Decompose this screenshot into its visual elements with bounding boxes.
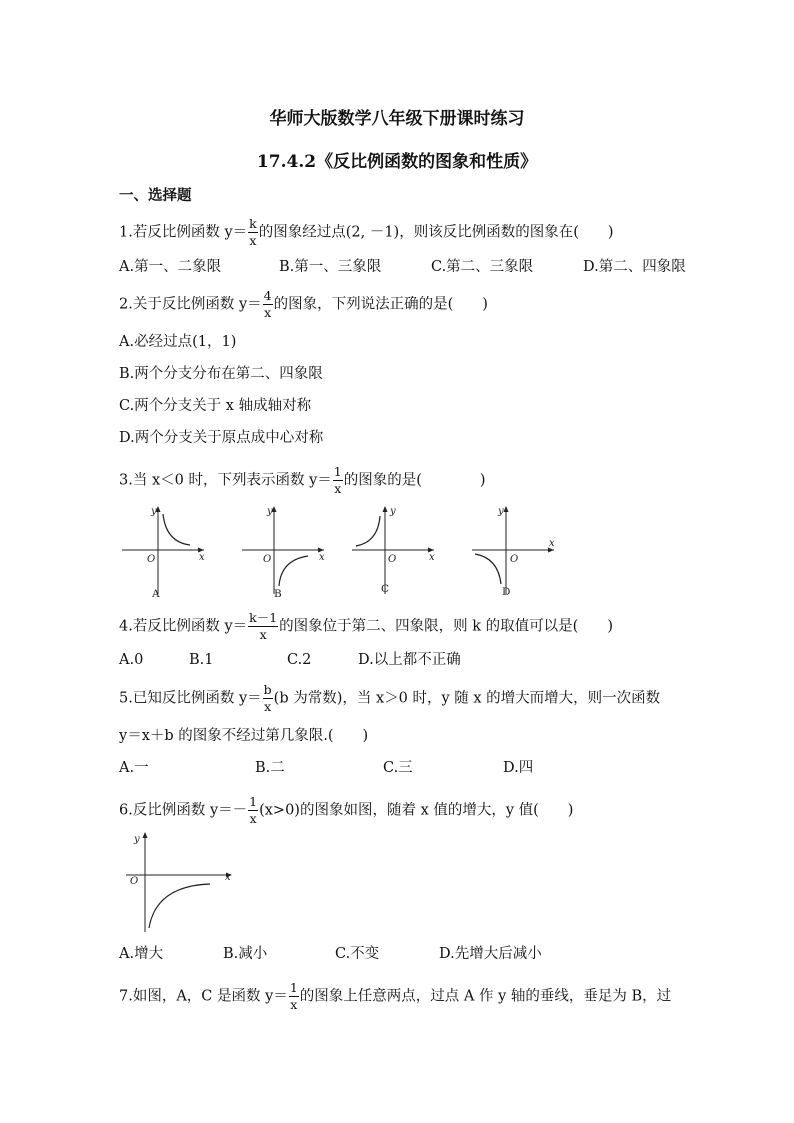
section-heading: 一、选择题: [119, 187, 192, 204]
axis-x-label: x: [429, 552, 435, 563]
axis-y-label: y: [390, 506, 396, 517]
q3-graph-c: [348, 504, 438, 598]
fraction: $\frac{k}{x}$: [249, 216, 257, 248]
q2-option-d: D.两个分支关于原点成中心对称: [119, 430, 324, 446]
q2-option-c: C.两个分支关于 x 轴成轴对称: [119, 398, 312, 414]
fraction: $\frac{1}{x}$: [333, 464, 342, 496]
q6-option-d: D.先增大后减小: [439, 946, 542, 962]
q4-option-b: B.1: [189, 652, 214, 668]
axis-x-label: x: [549, 538, 555, 549]
origin-label: O: [263, 554, 272, 565]
origin-label: O: [130, 876, 139, 887]
q3-graph-d: [468, 504, 558, 598]
q4-option-c: C.2: [287, 652, 312, 668]
graph-label-d: D: [502, 586, 511, 598]
axis-y-label: y: [151, 506, 157, 517]
question-7: 7.如图，A，C 是函数 y＝ $\frac{1}{x}$ 的图象上任意两点，过点 A 作 y 轴的垂线，垂足为 B，过: [119, 980, 672, 1012]
q5-option-d: D.四: [503, 760, 534, 776]
q6-option-b: B.减小: [223, 946, 268, 962]
origin-label: O: [388, 554, 397, 565]
q3-graph-a: [118, 504, 208, 598]
question-1: 1.若反比例函数 y＝ $\frac{k}{x}$ 的图象经过点(2, －1)，则该反比例函数的图象在( ): [119, 216, 614, 248]
q1-option-a: A.第一、二象限: [119, 259, 222, 275]
fraction: $\frac{4}{x}$: [263, 288, 272, 320]
graph-label-c: C: [381, 583, 390, 595]
question-3: 3.当 x＜0 时，下列表示函数 y＝ $\frac{1}{x}$ 的图象的是( ): [119, 464, 486, 496]
q4-option-d: D.以上都不正确: [358, 652, 461, 668]
page-title: 华师大版数学八年级下册课时练习: [269, 109, 525, 129]
question-5: 5.已知反比例函数 y＝ $\frac{b}{x}$ (b 为常数)，当 x＞0 时，y 随 x 的增大而增大，则一次函数: [119, 682, 661, 714]
q6-graph: [118, 830, 238, 936]
q5-option-a: A.一: [119, 760, 149, 776]
q2-option-b: B.两个分支分布在第二、四象限: [119, 366, 323, 382]
fraction: $\frac{b}{x}$: [263, 682, 272, 714]
axis-x-label: x: [199, 552, 205, 563]
origin-label: O: [147, 554, 156, 565]
q1-option-d: D.第二、四象限: [583, 259, 686, 275]
axis-y-label: y: [498, 506, 504, 517]
origin-label: O: [510, 554, 519, 565]
axis-x-label: x: [319, 552, 325, 563]
axis-y-label: y: [267, 506, 273, 517]
q5-option-c: C.三: [383, 760, 413, 776]
question-5-line-2: y＝x＋b 的图象不经过第几象限.( ): [119, 728, 369, 744]
question-2: 2.关于反比例函数 y＝ $\frac{4}{x}$ 的图象，下列说法正确的是( ): [119, 288, 488, 320]
q6-option-a: A.增大: [119, 946, 164, 962]
q1-option-c: C.第二、三象限: [431, 259, 534, 275]
axis-x-label: x: [225, 872, 231, 883]
fraction: $\frac{k-1}{x}$: [249, 610, 278, 642]
q5-option-b: B.二: [255, 760, 285, 776]
question-6: 6.反比例函数 y＝－ $\frac{1}{x}$ (x>0)的图象如图，随着 x 值的增大，y 值( ): [119, 794, 574, 826]
q1-option-b: B.第一、三象限: [279, 259, 382, 275]
fraction: $\frac{1}{x}$: [249, 794, 258, 826]
q6-option-c: C.不变: [335, 946, 380, 962]
q2-option-a: A.必经过点(1，1): [119, 334, 237, 350]
page-subtitle: 17.4.2《反比例函数的图象和性质》: [256, 152, 538, 172]
question-4: 4.若反比例函数 y＝ $\frac{k-1}{x}$ 的图象位于第二、四象限，则 k 的取值可以是( ): [119, 610, 613, 642]
graph-label-a: A: [152, 588, 160, 600]
graph-label-b: B: [274, 588, 282, 600]
q4-option-a: A.0: [119, 652, 144, 668]
fraction: $\frac{1}{x}$: [289, 980, 298, 1012]
axis-y-label: y: [134, 834, 140, 845]
q3-graph-b: [238, 504, 328, 598]
